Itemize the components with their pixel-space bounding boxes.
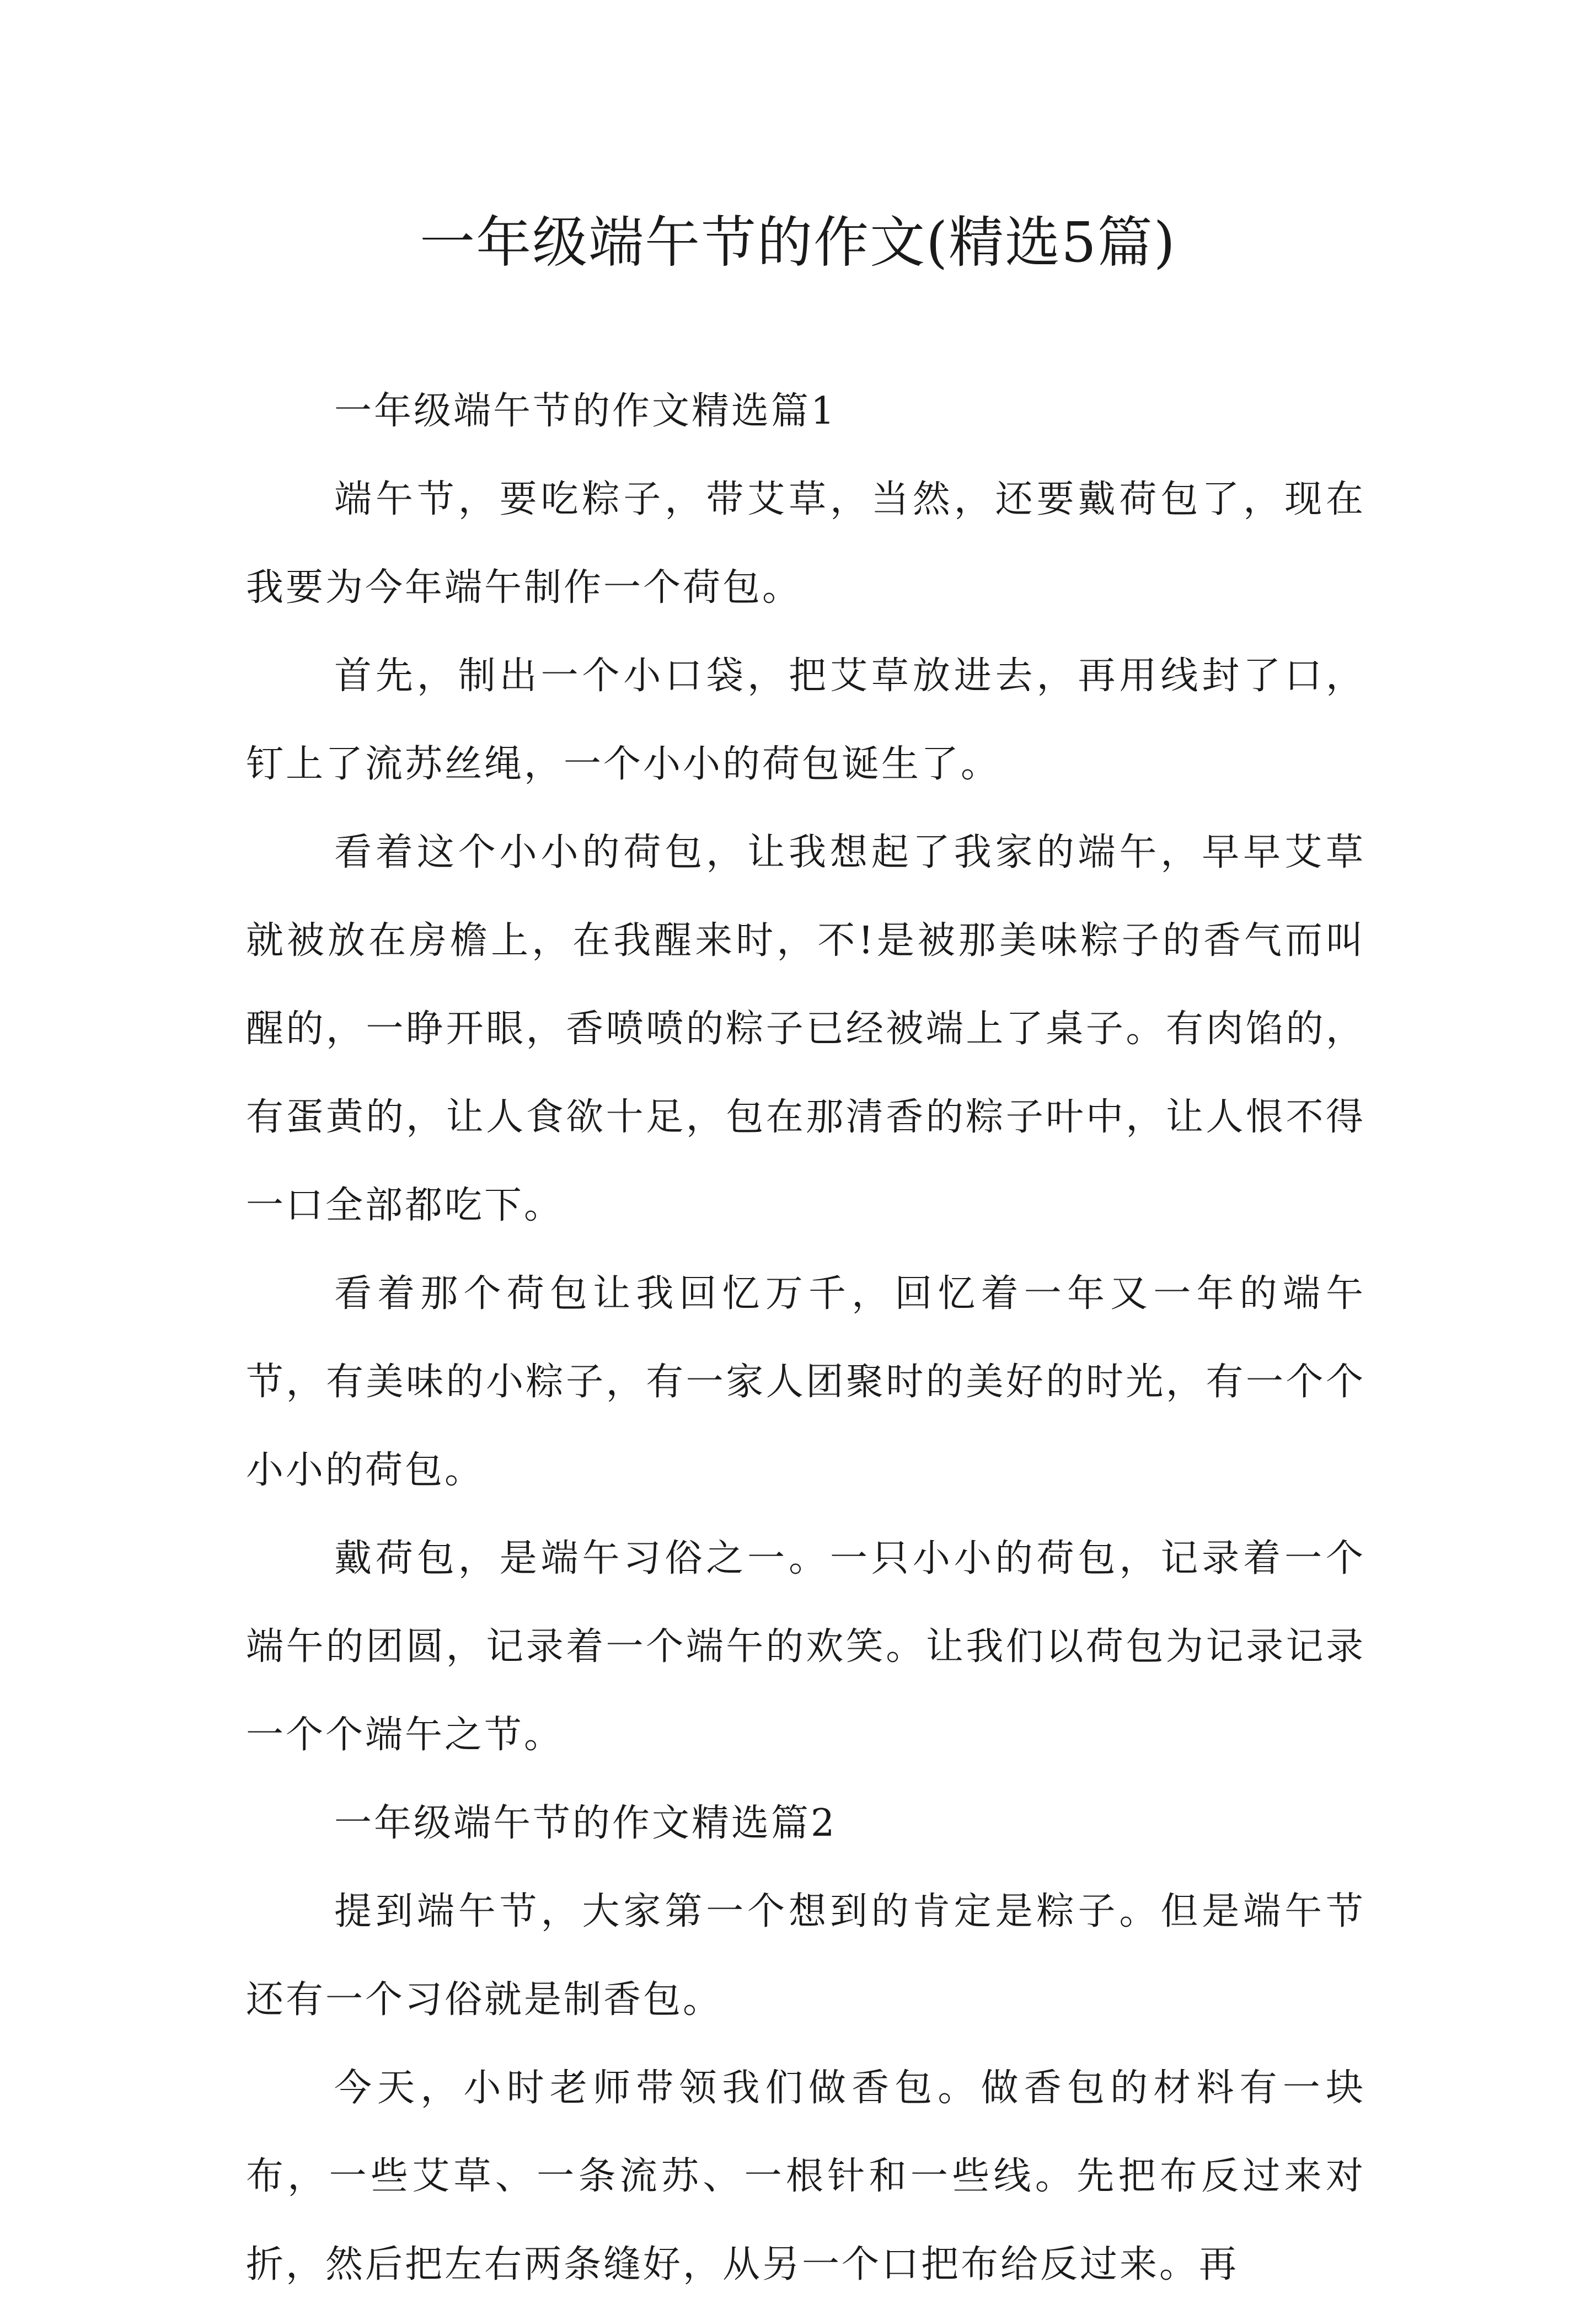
paragraph: 首先，制出一个小口袋，把艾草放进去，再用线封了口，钉上了流苏丝绳，一个小小的荷包诞生了。 — [246, 654, 1365, 786]
document-body — [246, 367, 1365, 2309]
paragraph: 端午节，要吃粽子，带艾草，当然，还要戴荷包了，现在我要为今年端午制作一个荷包。 — [246, 478, 1365, 610]
paragraph: 今天，小时老师带领我们做香包。做香包的材料有一块布，一些艾草、一条流苏、一根针和一些线。先把布反过来对折，然后把左右两条缝好，从另一个口把布给反过来。再 — [246, 2066, 1365, 2286]
paragraph: 看着这个小小的荷包，让我想起了我家的端午，早早艾草就被放在房檐上，在我醒来时，不!是被那美味粽子的香气而叫醒的，一睁开眼，香喷喷的粽子已经被端上了桌子。有肉馅的，有蛋黄的，让人食欲十足，包在那清香的粽子叶中，让人恨不得一口全部都吃下。 — [246, 831, 1366, 1227]
document-title: 一年级端午节的作文(精选5篇) — [420, 210, 1176, 275]
section-heading-2: 一年级端午节的作文精选篇2 — [334, 1802, 837, 1845]
section-heading-1: 一年级端午节的作文精选篇1 — [334, 389, 837, 433]
paragraph: 提到端午节，大家第一个想到的肯定是粽子。但是端午节还有一个习俗就是制香包。 — [246, 1890, 1365, 2022]
paragraph: 看着那个荷包让我回忆万千，回忆着一年又一年的端午节，有美味的小粽子，有一家人团聚时的美好的时光，有一个个小小的荷包。 — [246, 1272, 1365, 1492]
paragraph: 戴荷包，是端午习俗之一。一只小小的荷包，记录着一个端午的团圆，记录着一个端午的欢笑。让我们以荷包为记录记录一个个端午之节。 — [246, 1537, 1365, 1757]
